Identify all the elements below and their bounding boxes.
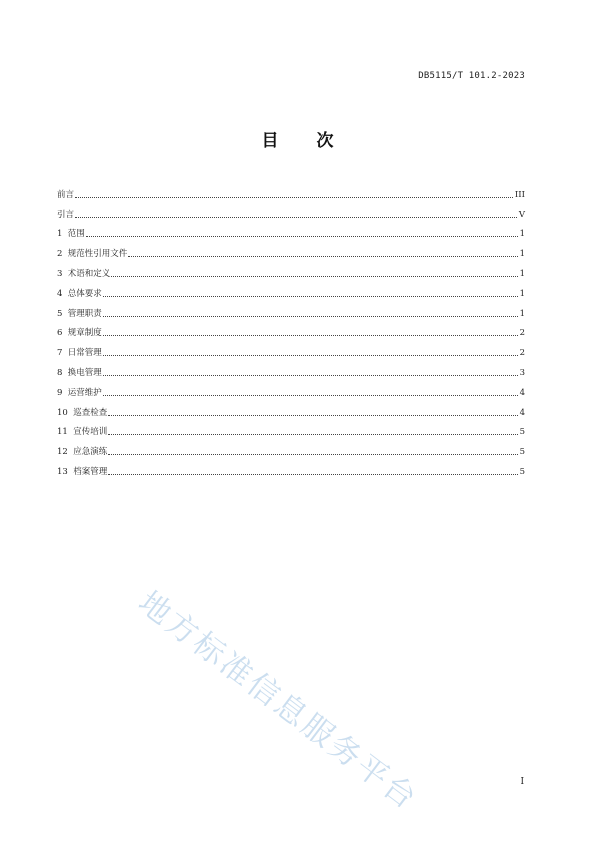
- toc-title-left: 目: [261, 131, 279, 151]
- toc-leader-dots: [75, 196, 513, 198]
- toc-item-archive-management[interactable]: [57, 457, 525, 477]
- watermark: 地方标准信息服务平台: [131, 584, 425, 818]
- toc-leader-dots: [103, 374, 518, 376]
- toc-item-label: 9 运营维护: [57, 387, 102, 398]
- toc-leader-dots: [86, 235, 518, 237]
- toc-item-label: 1 范围: [57, 229, 85, 240]
- toc-item-page: 2: [519, 348, 525, 359]
- toc-item-label: 11 宣传培训: [57, 427, 108, 438]
- toc-leader-dots: [103, 394, 518, 396]
- toc-item-label: 4 总体要求: [57, 288, 102, 299]
- toc-item-page: 5: [519, 447, 525, 458]
- toc-item-management-duties[interactable]: [57, 299, 525, 319]
- toc-item-page: 1: [519, 288, 525, 299]
- toc-item-page: 4: [519, 407, 525, 418]
- toc-item-page: 2: [519, 328, 525, 339]
- toc-leader-dots: [103, 354, 518, 356]
- toc-leader-dots: [128, 255, 517, 257]
- toc-leader-dots: [108, 453, 517, 455]
- toc-item-page: 3: [519, 367, 525, 378]
- toc-item-publicity-training[interactable]: [57, 418, 525, 438]
- toc-item-page: 5: [519, 466, 525, 477]
- toc-item-page: III: [514, 189, 525, 200]
- toc-item-label: 3 术语和定义: [57, 268, 111, 279]
- toc-item-label: 5 管理职责: [57, 308, 102, 319]
- toc-leader-dots: [108, 414, 517, 416]
- toc-item-label: 7 日常管理: [57, 348, 102, 359]
- toc-leader-dots: [75, 216, 517, 218]
- toc-item-page: 4: [519, 387, 525, 398]
- toc-item-label: 6 规章制度: [57, 328, 102, 339]
- toc-item-page: 1: [519, 308, 525, 319]
- toc-item-inspection[interactable]: [57, 398, 525, 418]
- toc-item-battery-swap[interactable]: [57, 358, 525, 378]
- toc-item-emergency-drill[interactable]: [57, 437, 525, 457]
- toc-item-label: 前言: [57, 189, 75, 200]
- toc-leader-dots: [111, 275, 517, 277]
- toc-title: [0, 126, 595, 151]
- toc-item-page: 1: [519, 249, 525, 260]
- toc-item-label: 8 换电管理: [57, 367, 102, 378]
- toc-leader-dots: [103, 315, 518, 317]
- toc-item-page: 1: [519, 229, 525, 240]
- toc-leader-dots: [103, 334, 518, 336]
- toc-title-right: 次: [316, 131, 334, 151]
- toc-item-label: 13 档案管理: [57, 466, 108, 477]
- toc-leader-dots: [108, 473, 517, 475]
- toc-item-introduction[interactable]: [57, 200, 525, 220]
- toc-item-normative-references[interactable]: [57, 239, 525, 259]
- toc-item-daily-management[interactable]: [57, 338, 525, 358]
- page-number: I: [520, 777, 524, 787]
- toc-item-foreword[interactable]: [57, 180, 525, 200]
- toc-item-label: 10 巡查检查: [57, 407, 108, 418]
- toc-leader-dots: [108, 433, 517, 435]
- toc-item-page: 1: [519, 268, 525, 279]
- document-code: DB5115/T 101.2-2023: [418, 71, 525, 81]
- toc-item-scope[interactable]: [57, 220, 525, 240]
- toc-item-page: 5: [519, 427, 525, 438]
- toc-item-terms-definitions[interactable]: [57, 259, 525, 279]
- toc-leader-dots: [103, 295, 518, 297]
- toc-item-label: 引言: [57, 209, 75, 220]
- toc-item-label: 12 应急演练: [57, 447, 108, 458]
- toc-item-regulations[interactable]: [57, 319, 525, 339]
- toc-item-operation-maintenance[interactable]: [57, 378, 525, 398]
- toc-item-general-requirements[interactable]: [57, 279, 525, 299]
- toc-item-page: V: [518, 209, 525, 220]
- toc-list: [57, 180, 525, 477]
- toc-item-label: 2 规范性引用文件: [57, 249, 128, 260]
